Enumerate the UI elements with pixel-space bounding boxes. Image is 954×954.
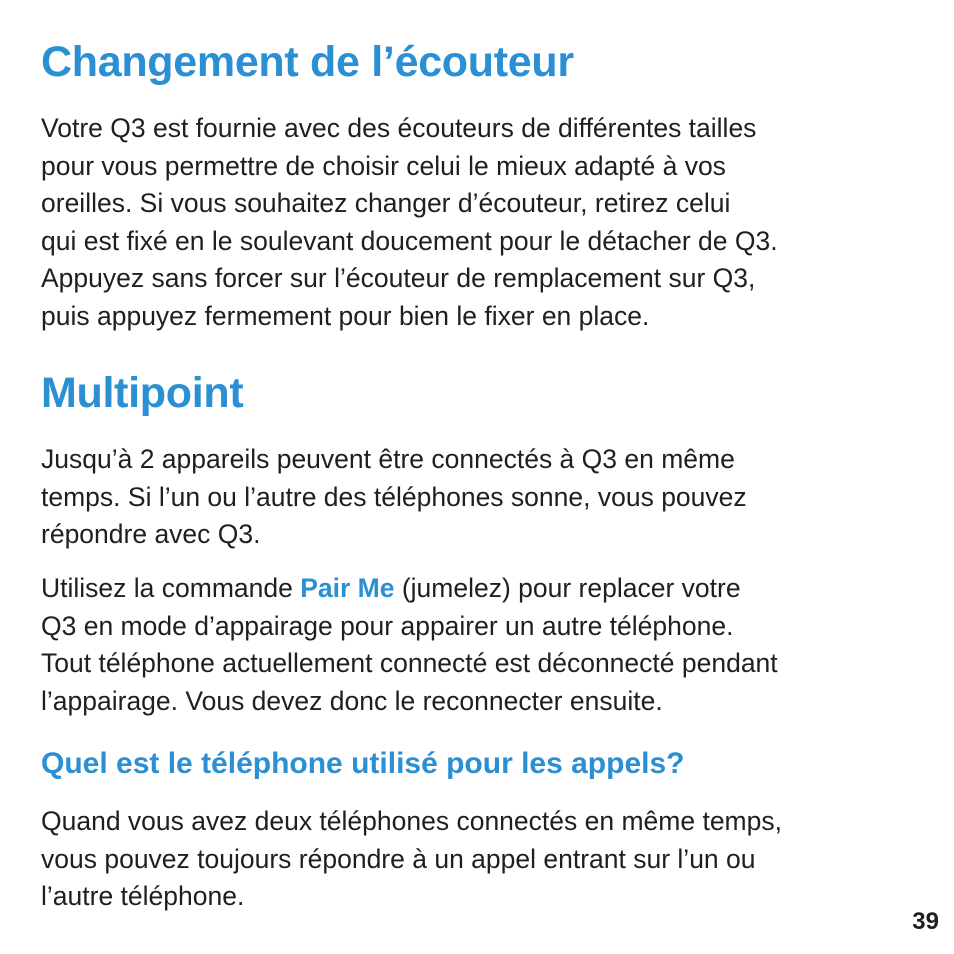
text-line: répondre avec Q3.: [41, 519, 261, 549]
page-number: 39: [912, 908, 939, 935]
section-title-appels: Quel est le téléphone utilisé pour les appels?: [41, 747, 685, 780]
section-title-multipoint: Multipoint: [41, 369, 244, 417]
text-line: vous pouvez toujours répondre à un appel entrant sur l’un ou: [41, 843, 756, 874]
paragraph-multipoint-1: [41, 441, 747, 554]
paragraph-ecouteur: [41, 110, 778, 335]
text-line: Votre Q3 est fournie avec des écouteurs de différentes tailles: [41, 113, 757, 143]
section-title-ecouteur: Changement de l’écouteur: [41, 38, 574, 86]
text-line: temps. Si l’un ou l’autre des téléphones sonne, vous pouvez: [41, 481, 747, 512]
text-line: Tout téléphone actuellement connecté est déconnecté pendant: [41, 648, 778, 678]
text-line: puis appuyez fermement pour bien le fixer en place.: [41, 300, 650, 331]
text-after-highlight: (jumelez) pour replacer votre: [394, 573, 741, 603]
text-line: [41, 570, 778, 608]
text-line: Quand vous avez deux téléphones connectés en même temps,: [41, 806, 782, 836]
text-line: Appuyez sans forcer sur l’écouteur de remplacement sur Q3,: [41, 263, 756, 293]
paragraph-multipoint-2: [41, 570, 778, 720]
text-line: pour vous permettre de choisir celui le mieux adapté à vos: [41, 150, 726, 181]
paragraph-appels: [41, 803, 782, 916]
text-line: l’appairage. Vous devez donc le reconnecter ensuite.: [41, 685, 663, 716]
pair-me-command: Pair Me: [300, 573, 395, 603]
text-line: qui est fixé en le soulevant doucement pour le détacher de Q3.: [41, 225, 778, 256]
text-line: Jusqu’à 2 appareils peuvent être connectés à Q3 en même: [41, 444, 735, 474]
text-line: l’autre téléphone.: [41, 881, 245, 911]
text-before-highlight: Utilisez la commande: [41, 573, 301, 603]
text-line: oreilles. Si vous souhaitez changer d’écouteur, retirez celui: [41, 188, 731, 218]
text-line: Q3 en mode d’appairage pour appairer un autre téléphone.: [41, 610, 734, 641]
